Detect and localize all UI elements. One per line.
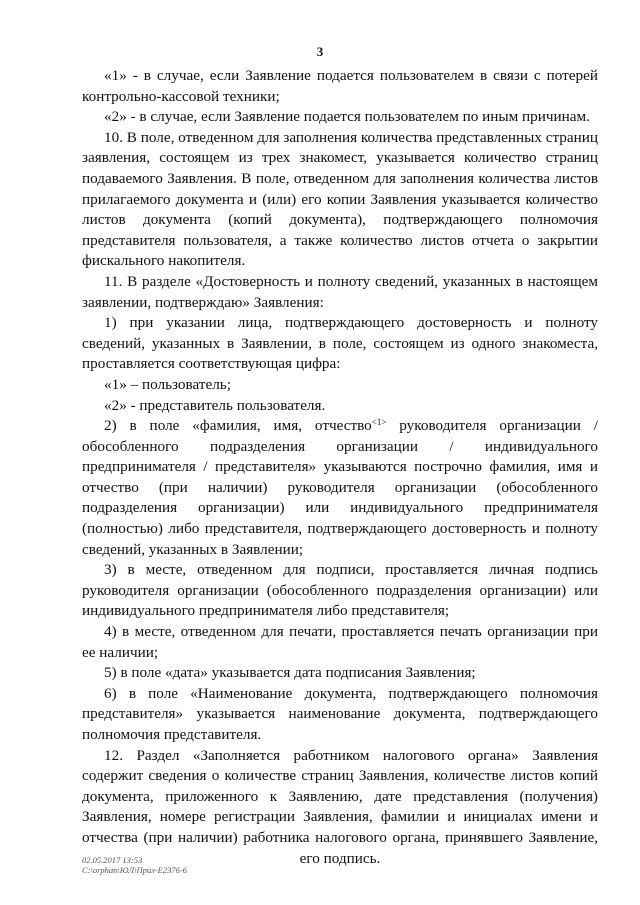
file-footer bbox=[82, 855, 187, 875]
paragraph-subitem-5: 5) в поле «дата» указывается дата подписания Заявления; bbox=[104, 664, 476, 682]
page-number: 3 bbox=[316, 44, 324, 59]
paragraph-subitem-4: 4) в месте, отведенном для печати, проставляется печать организации при ее наличии; bbox=[82, 623, 598, 661]
paragraph-option-user: «1» – пользователь; bbox=[104, 375, 231, 393]
paragraph-subitem-2 bbox=[82, 416, 598, 560]
subitem-2-text-start: 2) в поле «фамилия, имя, отчество bbox=[104, 417, 372, 435]
document-body bbox=[82, 66, 598, 869]
footer-file-path: С:\orphan\ЮЛ\Прил-Е2376-6 bbox=[82, 865, 187, 875]
footnote-marker: <1> bbox=[371, 417, 387, 428]
paragraph-code-1: «1» - в случае, если Заявление подается пользователем в связи с потерей контрольно-кассовой техники; bbox=[82, 67, 598, 105]
paragraph-subitem-6: 6) в поле «Наименование документа, подтверждающего полномочия представителя» указывается наименование документа, подтверждающего полномочия представителя. bbox=[82, 684, 598, 743]
paragraph-subitem-3: 3) в месте, отведенном для подписи, проставляется личная подпись руководителя организации (обособленного подразделения организации) или индивидуального предпринимателя либо представителя; bbox=[82, 561, 598, 620]
paragraph-item-10: 10. В поле, отведенном для заполнения количества представленных страниц заявления, состоящем из трех знакомест, указывается количество страниц подаваемого Заявления. В поле, отведенном для заполнения количества листов прилагаемого документа и (или) его копии Заявления указывается количество листов документа (копий документа), подтверждающего полномочия представителя пользователя, а также количество листов отчета о закрытии фискального накопителя. bbox=[82, 128, 598, 270]
footer-timestamp: 02.05.2017 13:53 bbox=[82, 855, 143, 865]
paragraph-item-11: 11. В разделе «Достоверность и полноту сведений, указанных в настоящем заявлении, подтверждаю» Заявления: bbox=[82, 272, 598, 311]
paragraph-subitem-1: 1) при указании лица, подтверждающего достоверность и полноту сведений, указанных в Заявлении, в поле, состоящем из одного знакоместа, проставляется соответствующая цифра: bbox=[82, 314, 598, 373]
paragraph-item-12: 12. Раздел «Заполняется работником налогового органа» Заявления содержит сведения о количестве страниц Заявления, количестве листов копий документа, приложенного к Заявлению, дате представления (получения) Заявления, номере регистрации Заявления, фамилии и инициалах имени и отчества (при наличии) работника налогового органа, принявшего Заявление, его подпись. bbox=[82, 746, 598, 867]
paragraph-code-2: «2» - в случае, если Заявление подается пользователем по иным причинам. bbox=[104, 108, 590, 126]
paragraph-option-representative: «2» - представитель пользователя. bbox=[104, 396, 326, 414]
subitem-2-text-end: руководителя организации / обособленного подразделения организации / индивидуального предпринимателя / представителя» указываются построчно фамилия, имя и отчество (при наличии) руководителя организации (обособленного подразделения организации) или индивидуального предпринимателя (полностью) либо представителя, подтверждающего достоверность и полноту сведений, указанных в Заявлении; bbox=[82, 417, 598, 558]
